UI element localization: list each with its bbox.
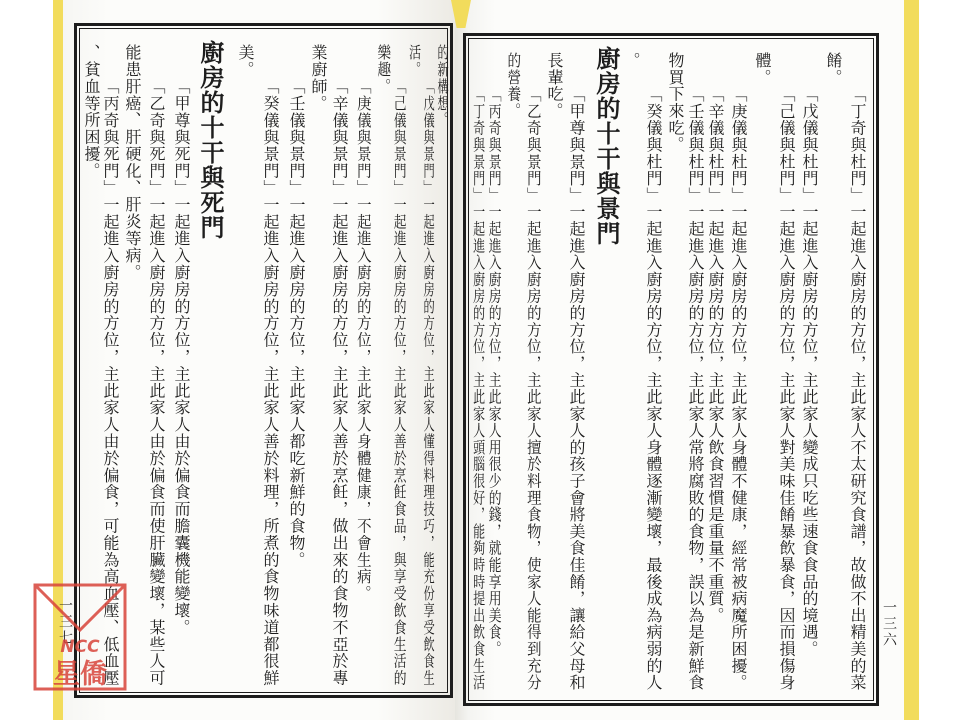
entry-wu-jing-column-1: 「戊儀與景門」一起進入廚房的方位，主此家人懂得料理技巧，能充份享受飲食生 (421, 78, 435, 687)
entry-ji-jing-column-2: 樂趣。 (375, 44, 392, 95)
entry-bing-si-column-1: 「丙奇與死門」一起進入廚房的方位，主此家人由於偏食，可能為高血壓、低血壓 (101, 78, 120, 687)
stamp-latin-text: NCC (60, 637, 100, 657)
entry-bing-jing-column-1: 「丙奇與景門」一起進入廚房的方位，主此家人用很少的錢，就能享用美食。 (486, 86, 502, 658)
entry-jia-jing-column-2: 長輩吃。 (545, 52, 564, 120)
stamp-name-text: 星僑 (53, 659, 107, 690)
entry-ding-jing-column-1: 「丁奇與景門」一起進入廚房的方位，主此家人頭腦很好，能夠時時提出飲食生活 (471, 86, 486, 691)
entry-gui-du-column-1: 「癸儀與杜門」一起進入廚房的方位，主此家人身體逐漸變壞，最後成為病弱的人 (644, 86, 663, 691)
entry-gui-du-column-2: 。 (622, 52, 641, 69)
entry-yi-jing-column-2: 的營養。 (505, 52, 522, 120)
entry-ding-du-column-2: 餚。 (824, 52, 843, 86)
entry-bing-si-column-2: 、貧血等所困擾。 (82, 44, 101, 180)
entry-xin-jing-column-2: 業廚師。 (309, 44, 328, 112)
ncc-watermark-stamp (32, 582, 128, 692)
si-men-section-title: 廚房的十干與死門 (196, 40, 225, 240)
entry-ji-jing-column-1: 「己儀與景門」一起進入廚房的方位，主此家人善於烹飪食品，與享受飲食生活的 (391, 78, 407, 687)
entry-gui-jing-column-1: 「癸儀與景門」一起進入廚房的方位，主此家人善於料理，所煮的食物味道都很鮮 (261, 78, 280, 687)
entry-geng-du-column-1: 「庚儀與杜門」一起進入廚房的方位，主此家人身體不健康，經常被病魔所困擾。 (729, 86, 748, 691)
entry-ding-jing-column-2: 的新構想。 (435, 44, 449, 129)
entry-jia-si-column-1: 「甲尊與死門」一起進入廚房的方位，主此家人由於偏食而膽囊機能變壞。 (172, 78, 191, 636)
stamp-seal-icon (32, 582, 128, 692)
entry-jia-jing-column-1: 「甲尊與景門」一起進入廚房的方位，主此家人的孩子會將美食佳餚，讓給父母和 (567, 86, 586, 691)
entry-ren-jing-column-1: 「壬儀與景門」一起進入廚房的方位，主此家人都吃新鮮的食物。 (287, 78, 306, 569)
right-page-number: 一三六 (881, 600, 897, 648)
entry-yi-si-column-2: 能患肝癌、肝硬化、肝炎等病。 (123, 44, 142, 281)
entry-xin-jing-column-1: 「辛儀與景門」一起進入廚房的方位，主此家人善於烹飪，做出來的食物不亞於專 (330, 78, 349, 687)
entry-yi-jing-column-1: 「乙奇與景門」一起進入廚房的方位，主此家人擅於料理食物，使家人能得到充分 (524, 86, 542, 691)
book-cover-edge-right (904, 0, 919, 720)
left-page-number: 一三七 (57, 598, 73, 646)
entry-ren-du-column-1: 「壬儀與杜門」一起進入廚房的方位，主此家人常將腐敗的食物，誤以為是新鮮食 (686, 86, 705, 691)
jing-men-section-title: 廚房的十干與景門 (592, 46, 621, 246)
entry-ji-du-column-1: 「己儀與杜門」一起進入廚房的方位，主此家人對美味佳餚暴飲暴食，因而損傷身 (777, 86, 796, 691)
entry-ren-du-column-2: 物買下來吃。 (666, 52, 685, 153)
entry-geng-jing-column-1: 「庚儀與景門」一起進入廚房的方位，主此家人身體健康，不會生病。 (354, 78, 372, 602)
entry-xin-du-column-1: 「辛儀與杜門」一起進入廚房的方位，主此家人飲食習慣是重量不重質。 (706, 86, 725, 624)
entry-ding-du-column-1: 「丁奇與杜門」一起進入廚房的方位，主此家人不太研究食譜，故做不出精美的菜 (848, 86, 867, 691)
entry-wu-jing-column-2: 活。 (407, 44, 422, 78)
entry-wu-du-column-1: 「戊儀與杜門」一起進入廚房的方位，主此家人變成只吃些速食食品的境遇。 (800, 86, 819, 658)
entry-yi-si-column-1: 「乙奇與死門」一起進入廚房的方位，主此家人由於偏食而使肝臟變壞，某些人可 (147, 78, 166, 687)
entry-ji-du-column-2: 體。 (753, 52, 772, 86)
entry-gui-jing-column-2: 美。 (236, 44, 255, 78)
